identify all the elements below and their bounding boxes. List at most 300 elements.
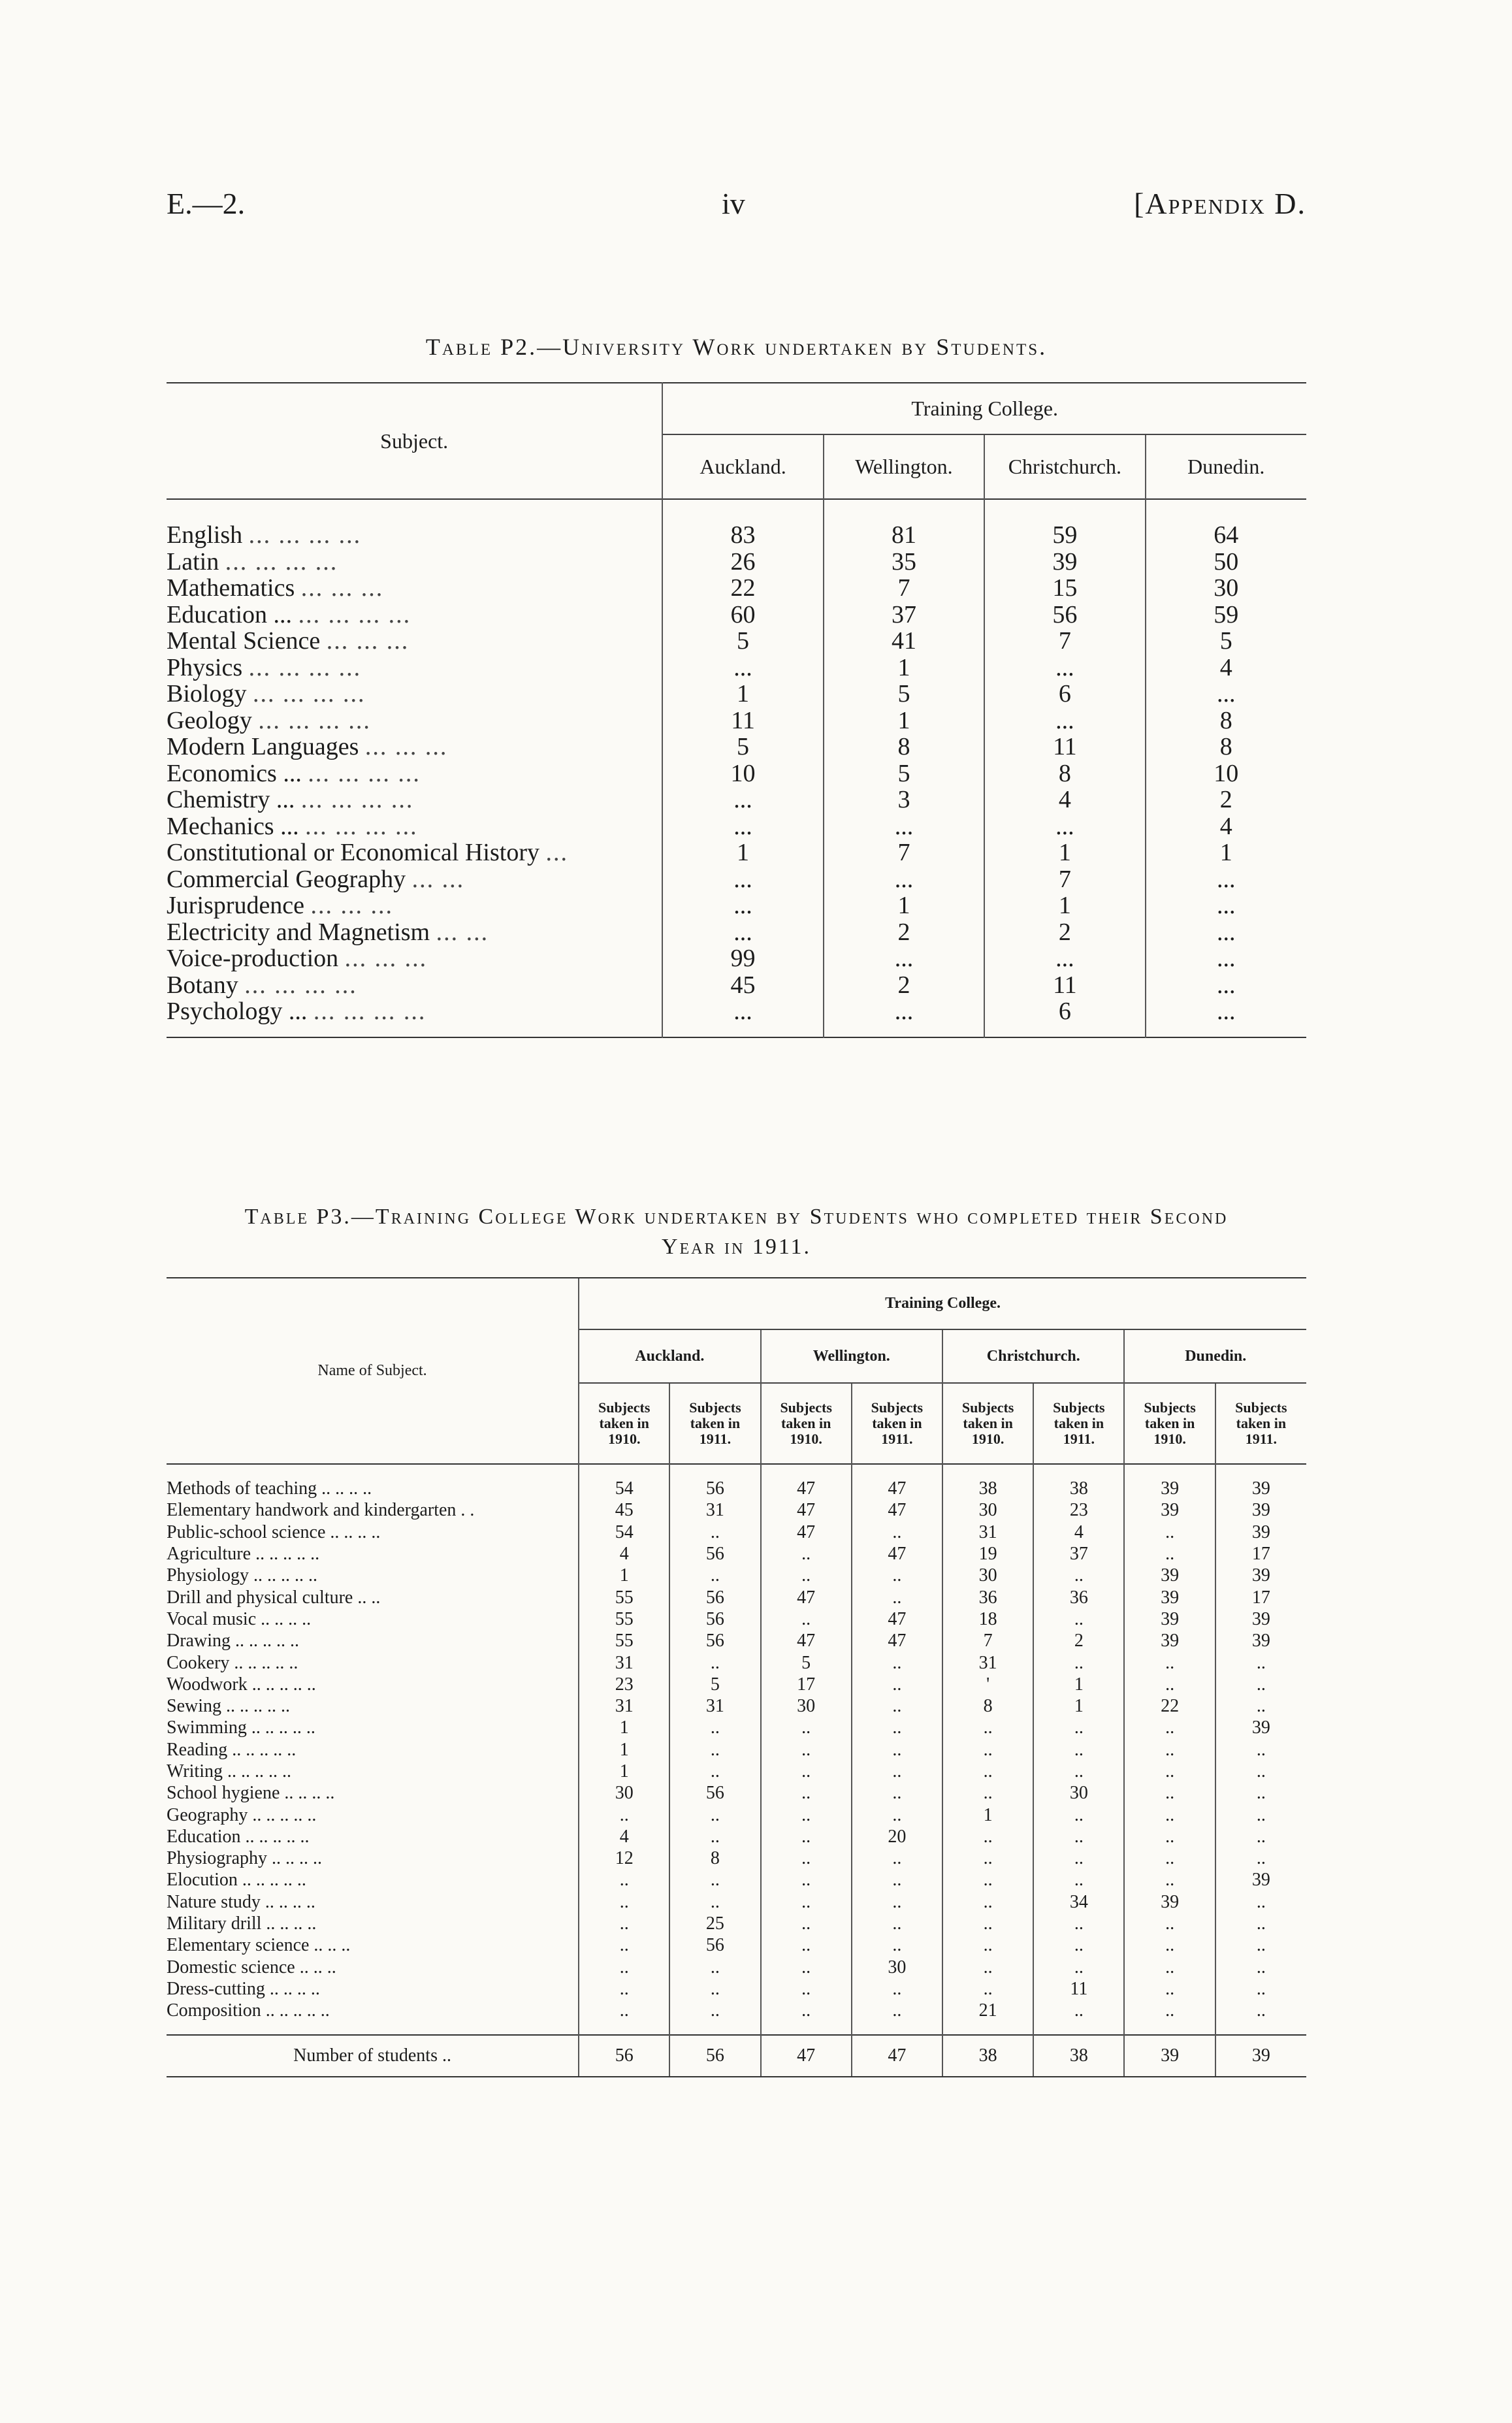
table-row <box>167 1782 1306 1804</box>
value-cell: 11 <box>1033 1978 1124 2000</box>
value-cell: ... <box>662 919 823 946</box>
value-cell: .. <box>852 1695 942 1717</box>
value-cell: 1 <box>1146 839 1306 866</box>
value-cell: 8 <box>1146 734 1306 760</box>
value-cell: .. <box>669 1957 760 1978</box>
value-cell: 7 <box>824 839 984 866</box>
subjects-1910-header <box>942 1383 1033 1464</box>
subject-cell: Physiology .. .. .. .. .. <box>167 1565 318 1586</box>
value-cell: .. <box>761 1782 852 1804</box>
value-cell: .. <box>1033 1608 1124 1630</box>
table-row <box>167 1847 1306 1869</box>
total-cell: 38 <box>942 2035 1033 2077</box>
training-college-header: Training College. <box>579 1278 1306 1329</box>
value-cell: 5 <box>761 1651 852 1673</box>
value-cell: .. <box>761 1761 852 1782</box>
page-header <box>167 186 1306 225</box>
value-cell: 15 <box>984 575 1145 602</box>
table-row <box>167 1630 1306 1651</box>
value-cell: 30 <box>761 1695 852 1717</box>
value-cell: .. <box>669 1891 760 1913</box>
value-cell: ... <box>1146 892 1306 919</box>
value-cell: 8 <box>1146 707 1306 734</box>
subheader-line: taken in <box>1236 1415 1287 1431</box>
table-row <box>167 1761 1306 1782</box>
value-cell: 2 <box>1033 1630 1124 1651</box>
value-cell: .. <box>852 1586 942 1608</box>
value-cell: .. <box>942 1891 1033 1913</box>
table-row <box>167 813 1306 840</box>
value-cell: 18 <box>942 1608 1033 1630</box>
subject-cell: Domestic science .. .. .. <box>167 1957 336 1977</box>
table-row <box>167 972 1306 999</box>
subject-cell: Drawing .. .. .. .. .. <box>167 1631 299 1651</box>
value-cell: .. <box>1124 1543 1215 1565</box>
value-cell: .. <box>761 1826 852 1847</box>
value-cell: 64 <box>1146 499 1306 549</box>
value-cell: .. <box>852 1565 942 1586</box>
value-cell: .. <box>852 1978 942 2000</box>
table-row <box>167 681 1306 707</box>
value-cell: 35 <box>824 549 984 576</box>
value-cell: 8 <box>984 760 1145 787</box>
leader-dots: ... <box>545 839 568 867</box>
value-cell: .. <box>1124 1739 1215 1761</box>
value-cell: ... <box>662 866 823 893</box>
table-p3-caption-line2: Year in 1911. <box>661 1235 812 1259</box>
value-cell: 31 <box>669 1499 760 1521</box>
value-cell: .. <box>1215 1826 1306 1847</box>
value-cell: .. <box>852 2000 942 2035</box>
value-cell: .. <box>669 1869 760 1891</box>
subject-cell: Drill and physical culture .. .. <box>167 1587 381 1608</box>
subject-cell <box>167 813 662 840</box>
value-cell: ... <box>1146 919 1306 946</box>
leader-dots: ... ... ... <box>364 733 448 761</box>
value-cell: .. <box>1033 1739 1124 1761</box>
value-cell: ... <box>1146 681 1306 707</box>
leader-dots: ... ... ... <box>310 892 394 920</box>
value-cell: 1 <box>579 1761 669 1782</box>
value-cell: .. <box>1033 1957 1124 1978</box>
value-cell: .. <box>852 1651 942 1673</box>
value-cell: ... <box>1146 945 1306 972</box>
subjects-1911-header <box>1215 1383 1306 1464</box>
table-row <box>167 549 1306 576</box>
subject-cell <box>167 972 662 999</box>
value-cell: 47 <box>852 1630 942 1651</box>
value-cell: ... <box>824 866 984 893</box>
value-cell: 1 <box>984 892 1145 919</box>
value-cell: .. <box>1124 1674 1215 1695</box>
value-cell: 39 <box>1124 1565 1215 1586</box>
subject-cell: Cookery .. .. .. .. .. <box>167 1652 298 1673</box>
value-cell: 4 <box>1146 813 1306 840</box>
value-cell: .. <box>852 1782 942 1804</box>
value-cell: 34 <box>1033 1891 1124 1913</box>
table-row <box>167 1499 1306 1521</box>
value-cell: .. <box>1215 2000 1306 2035</box>
value-cell: 55 <box>579 1630 669 1651</box>
subject-cell <box>167 499 662 549</box>
table-row <box>167 1565 1306 1586</box>
table-row <box>167 787 1306 813</box>
value-cell: 45 <box>662 972 823 999</box>
value-cell: 12 <box>579 1847 669 1869</box>
value-cell: 30 <box>942 1499 1033 1521</box>
value-cell: .. <box>1124 1804 1215 1825</box>
subject-cell: Elocution .. .. .. .. .. <box>167 1870 306 1891</box>
table-row <box>167 919 1306 946</box>
value-cell: .. <box>852 1934 942 1956</box>
value-cell: .. <box>761 1543 852 1565</box>
subject-cell: Elementary handwork and kindergarten . . <box>167 1500 475 1521</box>
value-cell: 23 <box>1033 1499 1124 1521</box>
value-cell: .. <box>1033 1565 1124 1586</box>
value-cell: 11 <box>984 972 1145 999</box>
table-row <box>167 1739 1306 1761</box>
value-cell: 1 <box>1033 1695 1124 1717</box>
value-cell: 47 <box>761 1586 852 1608</box>
value-cell: 56 <box>669 1464 760 1499</box>
subjects-1910-header <box>1124 1383 1215 1464</box>
value-cell: 2 <box>824 919 984 946</box>
value-cell: 26 <box>662 549 823 576</box>
table-p3-caption <box>167 1202 1306 1262</box>
value-cell: ... <box>824 813 984 840</box>
value-cell: .. <box>669 2000 760 2035</box>
value-cell: .. <box>669 1717 760 1738</box>
subject-cell <box>167 892 662 919</box>
value-cell: .. <box>669 1826 760 1847</box>
value-cell: .. <box>942 1782 1033 1804</box>
value-cell: ... <box>662 655 823 681</box>
leader-dots: ... ... ... <box>300 574 384 602</box>
subheader-line: 1910. <box>1153 1431 1186 1447</box>
value-cell: .. <box>1215 1761 1306 1782</box>
value-cell: 36 <box>942 1586 1033 1608</box>
value-cell: .. <box>579 1957 669 1978</box>
value-cell: 39 <box>1215 1521 1306 1543</box>
table-p3-caption-line1: Table P3.—Training College Work undertaken by Students who completed their Second <box>244 1205 1229 1229</box>
subheader-line: Subjects <box>1235 1399 1287 1416</box>
table-row <box>167 1934 1306 1956</box>
value-cell: .. <box>1033 1804 1124 1825</box>
subject-label: Education ... <box>167 600 293 628</box>
value-cell: .. <box>852 1847 942 1869</box>
value-cell: ... <box>984 707 1145 734</box>
table-row <box>167 707 1306 734</box>
leader-dots: ... ... ... ... <box>244 971 357 999</box>
subjects-1911-header <box>852 1383 942 1464</box>
value-cell: 39 <box>1215 1499 1306 1521</box>
value-cell: .. <box>579 1913 669 1934</box>
table-row <box>167 1957 1306 1978</box>
value-cell: .. <box>942 1739 1033 1761</box>
subject-cell <box>167 628 662 655</box>
value-cell: .. <box>942 1847 1033 1869</box>
value-cell: .. <box>1124 1651 1215 1673</box>
appendix-label: [Appendix D. <box>1134 187 1306 220</box>
training-college-header: Training College. <box>662 383 1306 434</box>
value-cell: 5 <box>669 1674 760 1695</box>
value-cell: .. <box>761 1608 852 1630</box>
leader-dots: ... ... <box>436 918 489 946</box>
subheader-line: taken in <box>780 1415 831 1431</box>
subject-cell <box>167 919 662 946</box>
subheader-line: Subjects <box>1144 1399 1196 1416</box>
value-cell: 38 <box>1033 1464 1124 1499</box>
value-cell: .. <box>1124 1826 1215 1847</box>
table-row <box>167 998 1306 1037</box>
value-cell: 1 <box>824 707 984 734</box>
value-cell: 39 <box>984 549 1145 576</box>
name-of-subject-header: Name of Subject. <box>167 1278 579 1464</box>
value-cell: .. <box>669 1565 760 1586</box>
subheader-line: taken in <box>599 1415 649 1431</box>
table-row <box>167 575 1306 602</box>
value-cell: 2 <box>1146 787 1306 813</box>
value-cell: ... <box>662 892 823 919</box>
leader-dots: ... ... ... ... <box>313 998 426 1026</box>
value-cell: 54 <box>579 1521 669 1543</box>
col-auckland: Auckland. <box>662 434 823 499</box>
value-cell: ... <box>1146 998 1306 1037</box>
leader-dots: ... ... ... <box>344 945 428 973</box>
subheader-line: taken in <box>872 1415 922 1431</box>
table-row <box>167 945 1306 972</box>
col-wellington: Wellington. <box>824 434 984 499</box>
subject-cell <box>167 681 662 707</box>
subheader-line: 1910. <box>971 1431 1005 1447</box>
leader-dots: ... ... ... ... <box>298 600 411 628</box>
value-cell: 1 <box>1033 1674 1124 1695</box>
value-cell: 31 <box>942 1521 1033 1543</box>
value-cell: 7 <box>824 575 984 602</box>
subject-label: Latin <box>167 547 219 576</box>
college-wellington: Wellington. <box>761 1329 942 1383</box>
value-cell: 2 <box>824 972 984 999</box>
total-row <box>167 2035 1306 2077</box>
value-cell: .. <box>1124 1761 1215 1782</box>
subject-label: Biology <box>167 680 247 708</box>
subject-cell: Geography .. .. .. .. .. <box>167 1804 317 1825</box>
subject-label: Geology <box>167 706 252 734</box>
value-cell: 31 <box>942 1651 1033 1673</box>
value-cell: 8 <box>942 1695 1033 1717</box>
value-cell: 17 <box>1215 1543 1306 1565</box>
value-cell: 56 <box>669 1934 760 1956</box>
value-cell: .. <box>579 1869 669 1891</box>
subject-cell: Nature study .. .. .. .. <box>167 1891 315 1912</box>
value-cell: 47 <box>852 1499 942 1521</box>
value-cell: 83 <box>662 499 823 549</box>
value-cell: 23 <box>579 1674 669 1695</box>
value-cell: 5 <box>662 734 823 760</box>
value-cell: 39 <box>1124 1499 1215 1521</box>
value-cell: .. <box>1215 1804 1306 1825</box>
subheader-line: 1911. <box>1063 1431 1095 1447</box>
value-cell: .. <box>852 1521 942 1543</box>
value-cell: 30 <box>852 1957 942 1978</box>
value-cell: 4 <box>984 787 1145 813</box>
subjects-1910-header <box>579 1383 669 1464</box>
subject-cell <box>167 602 662 628</box>
value-cell: ... <box>1146 866 1306 893</box>
value-cell: 30 <box>1146 575 1306 602</box>
subheader-line: 1911. <box>881 1431 913 1447</box>
value-cell: .. <box>1215 1957 1306 1978</box>
value-cell: 4 <box>579 1543 669 1565</box>
subjects-1910-header <box>761 1383 852 1464</box>
subject-cell: Public-school science .. .. .. .. <box>167 1521 381 1542</box>
total-cell: 39 <box>1215 2035 1306 2077</box>
subject-cell <box>167 760 662 787</box>
value-cell: .. <box>669 1978 760 2000</box>
table-row <box>167 1804 1306 1825</box>
total-cell: 39 <box>1124 2035 1215 2077</box>
value-cell: .. <box>852 1804 942 1825</box>
value-cell: 6 <box>984 681 1145 707</box>
subheader-line: Subjects <box>689 1399 741 1416</box>
value-cell: 59 <box>984 499 1145 549</box>
table-p3 <box>167 1277 1306 2077</box>
table-row <box>167 1521 1306 1543</box>
value-cell: .. <box>579 1804 669 1825</box>
subheader-line: taken in <box>1054 1415 1104 1431</box>
value-cell: .. <box>1215 1782 1306 1804</box>
value-cell: .. <box>1124 1869 1215 1891</box>
value-cell: .. <box>761 2000 852 2035</box>
value-cell: .. <box>1124 1782 1215 1804</box>
value-cell: .. <box>942 1913 1033 1934</box>
subject-cell: Writing .. .. .. .. .. <box>167 1761 291 1781</box>
value-cell: .. <box>761 1978 852 2000</box>
subject-cell <box>167 998 662 1037</box>
subject-label: Economics ... <box>167 759 302 787</box>
value-cell: 39 <box>1215 1464 1306 1499</box>
value-cell: 39 <box>1215 1608 1306 1630</box>
value-cell: 81 <box>824 499 984 549</box>
table-row <box>167 1608 1306 1630</box>
value-cell: 8 <box>824 734 984 760</box>
subject-label: English <box>167 521 243 549</box>
value-cell: 3 <box>824 787 984 813</box>
leader-dots: ... ... ... ... <box>225 547 338 576</box>
subject-cell: Composition .. .. .. .. .. <box>167 2000 330 2021</box>
subject-label: Constitutional or Economical History <box>167 839 539 867</box>
subject-cell <box>167 575 662 602</box>
value-cell: .. <box>579 2000 669 2035</box>
value-cell: 39 <box>1124 1464 1215 1499</box>
leader-dots: ... ... ... ... <box>300 786 414 814</box>
value-cell: 17 <box>1215 1586 1306 1608</box>
value-cell: 1 <box>662 839 823 866</box>
value-cell: 39 <box>1215 1869 1306 1891</box>
value-cell: 17 <box>761 1674 852 1695</box>
value-cell: .. <box>942 1869 1033 1891</box>
value-cell: .. <box>669 1804 760 1825</box>
value-cell: 37 <box>824 602 984 628</box>
value-cell: .. <box>1215 1674 1306 1695</box>
subject-header: Subject. <box>380 429 449 453</box>
subject-cell: School hygiene .. .. .. .. <box>167 1783 335 1804</box>
value-cell: 2 <box>984 919 1145 946</box>
value-cell: 5 <box>824 681 984 707</box>
subjects-1911-header <box>669 1383 760 1464</box>
value-cell: .. <box>1124 1521 1215 1543</box>
value-cell: ... <box>662 787 823 813</box>
value-cell: .. <box>1033 2000 1124 2035</box>
value-cell: 22 <box>662 575 823 602</box>
subject-label: Modern Languages <box>167 733 359 761</box>
value-cell: ... <box>824 945 984 972</box>
value-cell: .. <box>852 1674 942 1695</box>
page-number: iv <box>722 187 745 220</box>
value-cell: 10 <box>1146 760 1306 787</box>
value-cell: .. <box>761 1804 852 1825</box>
total-cell: 38 <box>1033 2035 1124 2077</box>
subheader-line: taken in <box>1144 1415 1195 1431</box>
table-row <box>167 1695 1306 1717</box>
leader-dots: ... ... <box>411 865 465 893</box>
subheader-line: Subjects <box>1053 1399 1105 1416</box>
table-row <box>167 499 1306 549</box>
value-cell: .. <box>761 1565 852 1586</box>
value-cell: 47 <box>852 1464 942 1499</box>
subject-cell <box>167 839 662 866</box>
value-cell: .. <box>1033 1826 1124 1847</box>
value-cell: 56 <box>669 1782 760 1804</box>
subject-cell <box>167 945 662 972</box>
value-cell: .. <box>942 1934 1033 1956</box>
value-cell: .. <box>1124 1978 1215 2000</box>
value-cell: 56 <box>669 1543 760 1565</box>
value-cell: .. <box>852 1891 942 1913</box>
value-cell: 39 <box>1124 1608 1215 1630</box>
subject-label: Mechanics ... <box>167 812 299 840</box>
subject-cell: Elementary science .. .. .. <box>167 1935 351 1956</box>
value-cell: 99 <box>662 945 823 972</box>
value-cell: .. <box>669 1651 760 1673</box>
leader-dots: ... ... ... ... <box>305 812 418 840</box>
subject-label: Electricity and Magnetism <box>167 918 430 946</box>
value-cell: 31 <box>669 1695 760 1717</box>
value-cell: .. <box>1033 1869 1124 1891</box>
subheader-line: Subjects <box>780 1399 832 1416</box>
value-cell: 47 <box>761 1521 852 1543</box>
value-cell: .. <box>761 1934 852 1956</box>
value-cell: 4 <box>1146 655 1306 681</box>
subject-cell: Military drill .. .. .. .. <box>167 1913 317 1934</box>
table-row <box>167 1869 1306 1891</box>
value-cell: 47 <box>852 1608 942 1630</box>
value-cell: 47 <box>761 1464 852 1499</box>
value-cell: .. <box>579 1978 669 2000</box>
subheader-line: 1911. <box>1245 1431 1277 1447</box>
value-cell: 7 <box>942 1630 1033 1651</box>
value-cell: .. <box>1124 1913 1215 1934</box>
value-cell: .. <box>761 1913 852 1934</box>
value-cell: 55 <box>579 1586 669 1608</box>
subject-cell <box>167 655 662 681</box>
subheader-line: taken in <box>690 1415 741 1431</box>
value-cell: 47 <box>852 1543 942 1565</box>
table-row <box>167 1651 1306 1673</box>
subject-label: Voice-production <box>167 945 339 973</box>
value-cell: ... <box>984 655 1145 681</box>
leader-dots: ... ... ... ... <box>248 521 362 549</box>
